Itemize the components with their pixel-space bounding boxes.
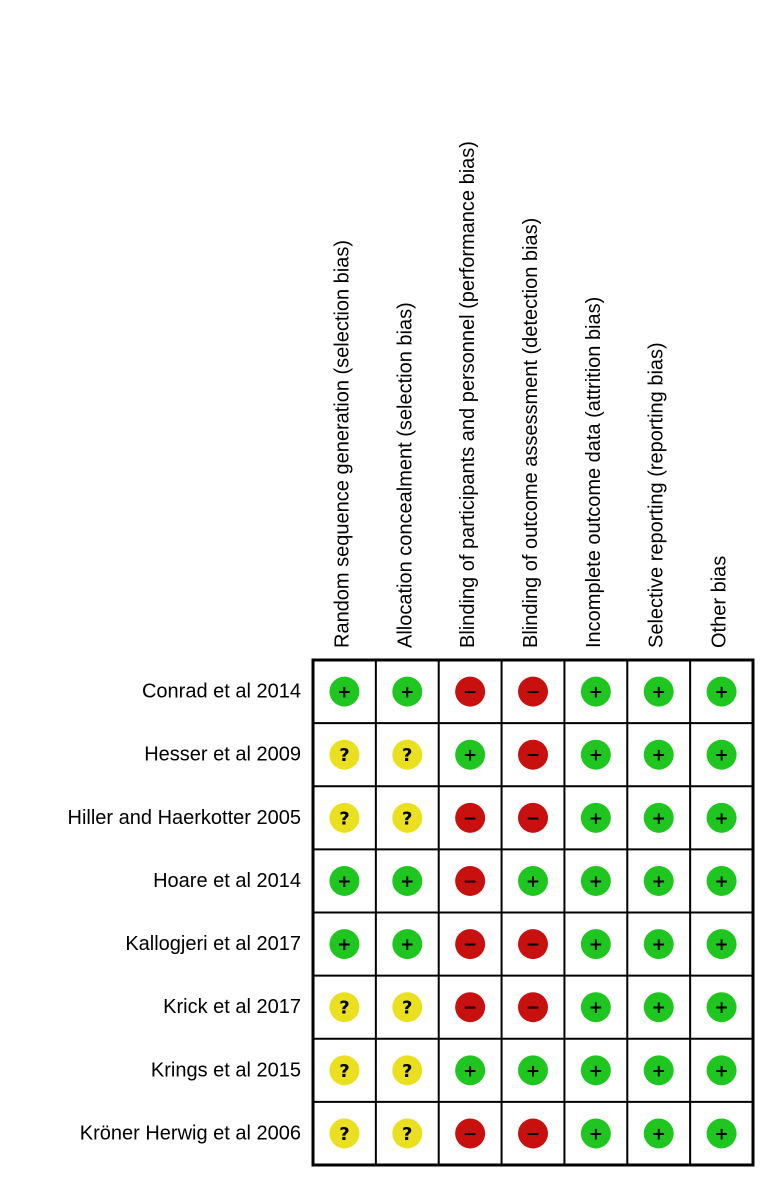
rating-symbol: + bbox=[400, 682, 415, 703]
rating-symbol: + bbox=[337, 935, 352, 956]
high-risk-icon bbox=[518, 1118, 548, 1148]
high-risk-icon bbox=[455, 1118, 485, 1148]
low-risk-icon bbox=[707, 740, 737, 770]
rating-symbol: + bbox=[714, 745, 729, 766]
low-risk-icon bbox=[581, 866, 611, 896]
rating-symbol: − bbox=[463, 998, 478, 1019]
low-risk-icon bbox=[644, 740, 674, 770]
rating-symbol: + bbox=[588, 1124, 603, 1145]
low-risk-icon bbox=[707, 866, 737, 896]
low-risk-icon bbox=[644, 677, 674, 707]
rating-symbol: − bbox=[463, 682, 478, 703]
low-risk-icon bbox=[644, 1055, 674, 1085]
low-risk-icon bbox=[581, 803, 611, 833]
rating-symbol: − bbox=[525, 998, 541, 1019]
study-label: Kallogjeri et al 2017 bbox=[125, 933, 301, 956]
rating-symbol: + bbox=[400, 935, 415, 956]
rating-symbol: + bbox=[651, 682, 666, 703]
rating-symbol: + bbox=[714, 1061, 729, 1082]
rating-symbol: ? bbox=[339, 808, 350, 830]
low-risk-icon bbox=[392, 677, 422, 707]
low-risk-icon bbox=[455, 1055, 485, 1085]
rating-symbol: − bbox=[525, 745, 541, 766]
high-risk-icon bbox=[518, 740, 548, 770]
rating-symbol: − bbox=[525, 935, 541, 956]
rating-symbol: − bbox=[525, 682, 541, 703]
unclear-risk-icon bbox=[392, 992, 422, 1022]
column-header: Blinding of participants and personnel (performance bias) bbox=[457, 141, 480, 648]
unclear-risk-icon bbox=[329, 1118, 359, 1148]
rating-symbol: − bbox=[463, 871, 478, 892]
high-risk-icon bbox=[455, 929, 485, 959]
low-risk-icon bbox=[392, 929, 422, 959]
unclear-risk-icon bbox=[329, 992, 359, 1022]
rating-symbol: ? bbox=[339, 997, 350, 1019]
high-risk-icon bbox=[518, 803, 548, 833]
rating-symbol: + bbox=[651, 1061, 666, 1082]
unclear-risk-icon bbox=[329, 740, 359, 770]
high-risk-icon bbox=[455, 677, 485, 707]
high-risk-icon bbox=[518, 677, 548, 707]
rating-symbol: + bbox=[588, 682, 603, 703]
low-risk-icon bbox=[707, 803, 737, 833]
rating-symbol: ? bbox=[402, 745, 413, 767]
study-label: Kröner Herwig et al 2006 bbox=[79, 1122, 301, 1145]
rating-symbol: + bbox=[651, 808, 666, 829]
low-risk-icon bbox=[707, 1118, 737, 1148]
study-label: Hoare et al 2014 bbox=[153, 869, 301, 892]
rating-symbol: − bbox=[463, 1124, 478, 1145]
table-grid bbox=[313, 660, 753, 1165]
low-risk-icon bbox=[644, 1118, 674, 1148]
study-label: Hiller and Haerkotter 2005 bbox=[67, 806, 301, 829]
study-label: Krick et al 2017 bbox=[163, 996, 301, 1019]
low-risk-icon bbox=[581, 1055, 611, 1085]
high-risk-icon bbox=[455, 866, 485, 896]
rating-symbol: − bbox=[525, 808, 541, 829]
low-risk-icon bbox=[707, 929, 737, 959]
unclear-risk-icon bbox=[329, 803, 359, 833]
low-risk-icon bbox=[581, 740, 611, 770]
low-risk-icon bbox=[392, 866, 422, 896]
low-risk-icon bbox=[329, 866, 359, 896]
column-header: Blinding of outcome assessment (detection bias) bbox=[520, 217, 542, 648]
rating-symbol: + bbox=[651, 1124, 666, 1145]
rating-symbol: + bbox=[588, 745, 603, 766]
rating-symbol: + bbox=[714, 1124, 729, 1145]
low-risk-icon bbox=[707, 1055, 737, 1085]
rating-symbol: + bbox=[714, 998, 729, 1019]
low-risk-icon bbox=[644, 929, 674, 959]
column-header: Incomplete outcome data (attrition bias) bbox=[582, 296, 605, 648]
low-risk-icon bbox=[329, 929, 359, 959]
low-risk-icon bbox=[644, 992, 674, 1022]
rating-symbol: + bbox=[714, 935, 729, 956]
unclear-risk-icon bbox=[329, 1055, 359, 1085]
high-risk-icon bbox=[455, 992, 485, 1022]
low-risk-icon bbox=[581, 992, 611, 1022]
rating-symbol: ? bbox=[402, 997, 413, 1019]
rating-symbol: ? bbox=[339, 1060, 350, 1082]
unclear-risk-icon bbox=[392, 1055, 422, 1085]
study-label: Krings et al 2015 bbox=[150, 1059, 301, 1082]
unclear-risk-icon bbox=[392, 740, 422, 770]
column-header: Other bias bbox=[708, 555, 731, 648]
low-risk-icon bbox=[581, 677, 611, 707]
column-labels bbox=[331, 141, 730, 648]
low-risk-icon bbox=[707, 992, 737, 1022]
high-risk-icon bbox=[518, 929, 548, 959]
low-risk-icon bbox=[644, 803, 674, 833]
rating-symbol: + bbox=[400, 871, 415, 892]
rating-symbol: ? bbox=[402, 1123, 413, 1145]
low-risk-icon bbox=[518, 866, 548, 896]
rating-symbol: ? bbox=[402, 1060, 413, 1082]
rating-symbol: + bbox=[588, 1061, 603, 1082]
rating-symbol: − bbox=[463, 808, 478, 829]
rating-symbol: + bbox=[588, 808, 603, 829]
rating-symbol: + bbox=[463, 1061, 478, 1082]
rating-symbol: + bbox=[463, 745, 478, 766]
column-header: Allocation concealment (selection bias) bbox=[394, 302, 417, 648]
low-risk-icon bbox=[581, 929, 611, 959]
rating-symbol: + bbox=[588, 871, 603, 892]
low-risk-icon bbox=[518, 1055, 548, 1085]
study-label: Conrad et al 2014 bbox=[141, 680, 301, 703]
rating-symbol: + bbox=[651, 871, 666, 892]
rating-symbol: ? bbox=[339, 745, 350, 767]
rating-symbol: − bbox=[525, 1124, 541, 1145]
rating-symbol: ? bbox=[339, 1123, 350, 1145]
rating-symbol: + bbox=[651, 745, 666, 766]
rating-symbol: + bbox=[525, 1061, 541, 1082]
low-risk-icon bbox=[329, 677, 359, 707]
unclear-risk-icon bbox=[392, 803, 422, 833]
rating-symbol: + bbox=[337, 682, 352, 703]
row-labels bbox=[68, 681, 301, 1145]
high-risk-icon bbox=[455, 803, 485, 833]
high-risk-icon bbox=[518, 992, 548, 1022]
column-header: Selective reporting (reporting bias) bbox=[645, 342, 668, 648]
rating-symbol: + bbox=[714, 808, 729, 829]
low-risk-icon bbox=[644, 866, 674, 896]
low-risk-icon bbox=[455, 740, 485, 770]
rating-symbol: + bbox=[651, 935, 666, 956]
unclear-risk-icon bbox=[392, 1118, 422, 1148]
rating-symbol: + bbox=[714, 682, 729, 703]
rating-symbol: + bbox=[714, 871, 729, 892]
rating-symbol: + bbox=[337, 871, 352, 892]
rating-symbol: + bbox=[588, 935, 603, 956]
rating-symbol: + bbox=[525, 871, 541, 892]
study-label: Hesser et al 2009 bbox=[144, 743, 301, 766]
rating-symbol: + bbox=[651, 998, 666, 1019]
low-risk-icon bbox=[707, 677, 737, 707]
low-risk-icon bbox=[581, 1118, 611, 1148]
rating-symbol: ? bbox=[402, 808, 413, 830]
rating-symbol: − bbox=[463, 935, 478, 956]
rating-symbol: + bbox=[588, 998, 603, 1019]
column-header: Random sequence generation (selection bias) bbox=[331, 239, 354, 648]
